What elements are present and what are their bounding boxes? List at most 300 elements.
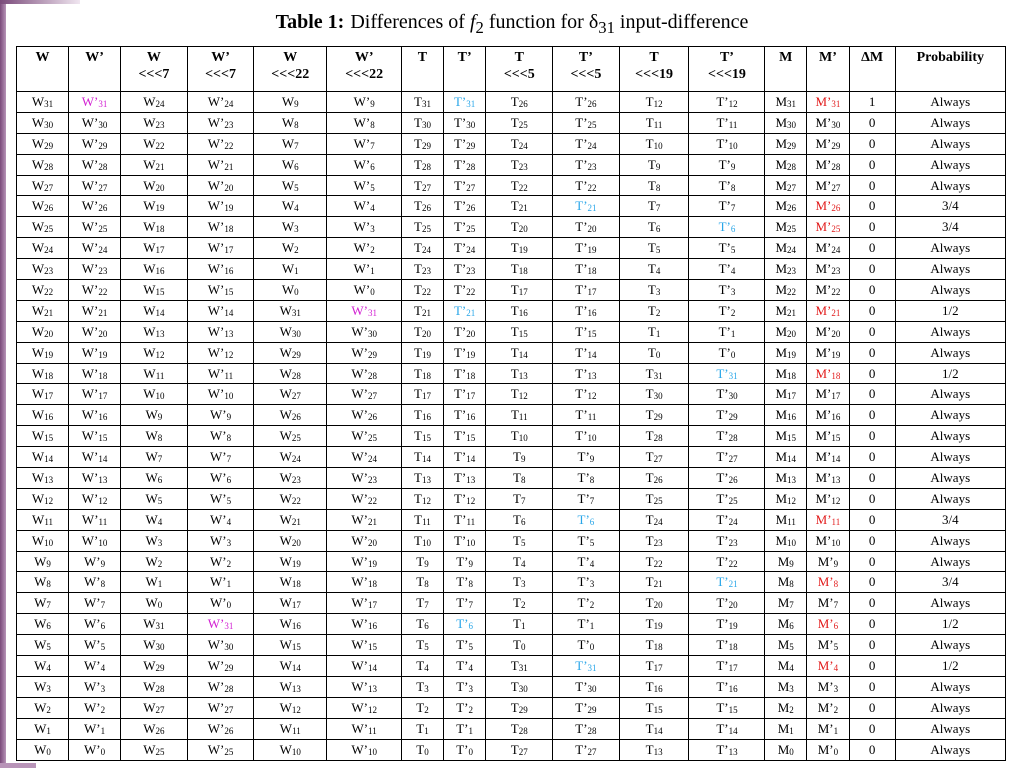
table-cell: $T_0$	[619, 342, 689, 363]
table-cell: $W_4$	[254, 196, 327, 217]
table-cell: $T_{12}$	[486, 384, 553, 405]
table-cell: $T_1$	[486, 614, 553, 635]
table-cell: $T_{16}$	[402, 405, 444, 426]
column-header	[187, 47, 254, 92]
table-cell: $W’_{15}$	[69, 426, 121, 447]
table-cell: $T’_{30}$	[553, 676, 620, 697]
table-cell: $M’_{30}$	[807, 112, 850, 133]
table-cell: $W’_{16}$	[69, 405, 121, 426]
probability-cell: Always	[895, 154, 1005, 175]
table-cell: $W_0$	[254, 280, 327, 301]
table-cell: $T_{18}$	[402, 363, 444, 384]
table-cell: $W_{12}$	[254, 697, 327, 718]
table-cell: $T’_7$	[443, 593, 486, 614]
table-cell: $W_{24}$	[254, 447, 327, 468]
probability-cell: 1/2	[895, 363, 1005, 384]
table-cell: $W’_{19}$	[69, 342, 121, 363]
table-cell: $W_{15}$	[121, 280, 188, 301]
table-cell: $W_{19}$	[121, 196, 188, 217]
table-cell: $T_{31}$	[402, 92, 444, 113]
table-cell: $T’_{13}$	[553, 363, 620, 384]
table-cell: $W_{30}$	[17, 112, 69, 133]
table-cell: $W’_6$	[69, 614, 121, 635]
table-cell: $T_{13}$	[486, 363, 553, 384]
table-row	[17, 718, 1006, 739]
probability-cell: 1/2	[895, 656, 1005, 677]
column-header-rotation: <<<19	[707, 67, 746, 82]
table-cell: $T_{21}$	[486, 196, 553, 217]
table-row	[17, 342, 1006, 363]
table-cell: $W’_{15}$	[187, 280, 254, 301]
delta-m-cell: 0	[849, 697, 895, 718]
table-cell: $T’_{24}$	[553, 133, 620, 154]
table-row	[17, 614, 1006, 635]
column-header-rotation: <<<7	[138, 67, 170, 82]
probability-cell: Always	[895, 426, 1005, 447]
table-cell: $T’_{15}$	[443, 426, 486, 447]
probability-cell: Always	[895, 175, 1005, 196]
probability-cell: Always	[895, 635, 1005, 656]
table-cell: $T’_{31}$	[443, 92, 486, 113]
table-cell: $W’_{29}$	[187, 656, 254, 677]
table-cell: $W_7$	[17, 593, 69, 614]
table-cell: $T_{28}$	[486, 718, 553, 739]
table-cell: $W_7$	[121, 447, 188, 468]
table-cell: $W’_3$	[69, 676, 121, 697]
table-cell: $W_{21}$	[17, 300, 69, 321]
probability-cell: Always	[895, 697, 1005, 718]
table-cell: $T_{13}$	[619, 739, 689, 760]
table-cell: $T’_6$	[443, 614, 486, 635]
table-cell: $T_{24}$	[619, 509, 689, 530]
column-header-label: W’	[211, 50, 230, 65]
table-cell: $M_{28}$	[765, 154, 807, 175]
table-cell: $T’_1$	[443, 718, 486, 739]
table-cell: $W’_{13}$	[327, 676, 402, 697]
caption-delta-sub: 31	[598, 18, 615, 37]
table-row	[17, 217, 1006, 238]
probability-cell: Always	[895, 384, 1005, 405]
table-cell: $W_{14}$	[17, 447, 69, 468]
column-header-label: ΔM	[861, 50, 884, 65]
table-cell: $T’_{17}$	[553, 280, 620, 301]
column-header-label: T’	[457, 50, 472, 65]
table-cell: $T_{14}$	[402, 447, 444, 468]
table-cell: $T_{31}$	[486, 656, 553, 677]
table-cell: $W’_{16}$	[327, 614, 402, 635]
table-cell: $W’_{19}$	[327, 551, 402, 572]
table-cell: $T’_{28}$	[443, 154, 486, 175]
column-header-label: W	[35, 50, 50, 65]
column-header-rotation: <<<5	[570, 67, 602, 82]
table-cell: $T’_3$	[689, 280, 765, 301]
probability-cell: Always	[895, 342, 1005, 363]
table-cell: $W’_5$	[187, 488, 254, 509]
table-cell: $W’_5$	[327, 175, 402, 196]
table-row	[17, 280, 1006, 301]
table-cell: $W_{19}$	[17, 342, 69, 363]
table-cell: $T_2$	[486, 593, 553, 614]
caption-text-mid: function for	[483, 11, 589, 33]
table-cell: $W’_{18}$	[327, 572, 402, 593]
table-cell: $T’_{17}$	[443, 384, 486, 405]
table-cell: $T_{17}$	[619, 656, 689, 677]
table-cell: $W’_{17}$	[187, 238, 254, 259]
column-header	[443, 47, 486, 92]
table-cell: $M_{19}$	[765, 342, 807, 363]
table-cell: $M_1$	[765, 718, 807, 739]
table-cell: $W’_{20}$	[69, 321, 121, 342]
table-cell: $M’_0$	[807, 739, 850, 760]
probability-cell: Always	[895, 238, 1005, 259]
table-caption	[0, 9, 1024, 41]
table-cell: $T’_{18}$	[443, 363, 486, 384]
table-cell: $T’_{23}$	[553, 154, 620, 175]
probability-cell: Always	[895, 259, 1005, 280]
column-header-label: T’	[719, 50, 734, 65]
table-cell: $T_0$	[486, 635, 553, 656]
table-cell: $T_{17}$	[486, 280, 553, 301]
table-cell: $T’_{20}$	[689, 593, 765, 614]
table-cell: $T’_{29}$	[553, 697, 620, 718]
probability-cell: Always	[895, 92, 1005, 113]
table-cell: $W’_{14}$	[187, 300, 254, 321]
table-cell: $M_4$	[765, 656, 807, 677]
table-cell: $W’_{24}$	[187, 92, 254, 113]
table-cell: $W_{20}$	[254, 530, 327, 551]
table-cell: $T’_{23}$	[689, 530, 765, 551]
table-cell: $W’_{28}$	[327, 363, 402, 384]
table-cell: $T’_{10}$	[443, 530, 486, 551]
column-header-rotation: <<<7	[205, 67, 236, 82]
table-cell: $T’_4$	[689, 259, 765, 280]
probability-cell: 3/4	[895, 572, 1005, 593]
differences-table-container	[16, 46, 1006, 761]
probability-cell: Always	[895, 676, 1005, 697]
table-cell: $T’_5$	[689, 238, 765, 259]
table-row	[17, 112, 1006, 133]
table-cell: $T_{29}$	[486, 697, 553, 718]
table-cell: $W_2$	[121, 551, 188, 572]
table-cell: $T’_{29}$	[443, 133, 486, 154]
column-header-rotation: <<<22	[271, 67, 310, 82]
table-cell: $M_8$	[765, 572, 807, 593]
table-row	[17, 530, 1006, 551]
table-cell: $T’_2$	[443, 697, 486, 718]
table-cell: $W_{29}$	[254, 342, 327, 363]
column-header	[17, 47, 69, 92]
delta-m-cell: 0	[849, 593, 895, 614]
table-cell: $M_{14}$	[765, 447, 807, 468]
column-header-rotation: <<<22	[345, 67, 384, 82]
table-cell: $T’_{14}$	[443, 447, 486, 468]
table-cell: $W_3$	[254, 217, 327, 238]
table-cell: $T’_{27}$	[553, 739, 620, 760]
table-cell: $W_{13}$	[121, 321, 188, 342]
table-cell: $M_{23}$	[765, 259, 807, 280]
probability-cell: 1/2	[895, 614, 1005, 635]
table-cell: $T_{14}$	[486, 342, 553, 363]
table-row	[17, 259, 1006, 280]
table-cell: $W_{26}$	[254, 405, 327, 426]
table-cell: $W’_{20}$	[187, 175, 254, 196]
table-cell: $W_5$	[121, 488, 188, 509]
table-cell: $T_{21}$	[402, 300, 444, 321]
table-cell: $T_3$	[619, 280, 689, 301]
table-cell: $W_0$	[17, 739, 69, 760]
table-cell: $W’_{25}$	[187, 739, 254, 760]
table-cell: $W’_{12}$	[69, 488, 121, 509]
table-row	[17, 426, 1006, 447]
table-cell: $T_6$	[619, 217, 689, 238]
probability-cell: Always	[895, 530, 1005, 551]
column-header	[486, 47, 553, 92]
table-row	[17, 196, 1006, 217]
table-cell: $W_{11}$	[121, 363, 188, 384]
table-cell: $T_{17}$	[402, 384, 444, 405]
table-cell: $T’_1$	[553, 614, 620, 635]
table-cell: $W_6$	[254, 154, 327, 175]
table-cell: $T_{10}$	[486, 426, 553, 447]
caption-func-sub: 2	[475, 18, 484, 37]
table-cell: $T_{29}$	[619, 405, 689, 426]
delta-m-cell: 0	[849, 739, 895, 760]
table-cell: $W’_{17}$	[327, 593, 402, 614]
column-header	[895, 47, 1005, 92]
table-cell: $M_6$	[765, 614, 807, 635]
table-cell: $T’_{28}$	[553, 718, 620, 739]
table-cell: $T’_7$	[553, 488, 620, 509]
column-header-label: W’	[85, 50, 104, 65]
table-cell: $T_{27}$	[619, 447, 689, 468]
table-cell: $T’_{10}$	[689, 133, 765, 154]
table-row	[17, 488, 1006, 509]
table-cell: $W_{15}$	[17, 426, 69, 447]
table-cell: $W’_{23}$	[69, 259, 121, 280]
table-cell: $T’_{20}$	[443, 321, 486, 342]
column-header-label: Probability	[916, 50, 984, 65]
table-cell: $T_{11}$	[402, 509, 444, 530]
table-cell: $T’_3$	[553, 572, 620, 593]
table-cell: $M_{17}$	[765, 384, 807, 405]
table-cell: $M_{11}$	[765, 509, 807, 530]
table-cell: $T_{26}$	[486, 92, 553, 113]
table-cell: $W’_{30}$	[327, 321, 402, 342]
table-cell: $W’_1$	[327, 259, 402, 280]
table-cell: $W_{31}$	[17, 92, 69, 113]
table-cell: $W_5$	[254, 175, 327, 196]
table-cell: $W_{18}$	[121, 217, 188, 238]
table-cell: $T’_{19}$	[689, 614, 765, 635]
table-row	[17, 509, 1006, 530]
column-header-label: W	[283, 50, 298, 65]
table-cell: $M_2$	[765, 697, 807, 718]
table-cell: $T’_5$	[553, 530, 620, 551]
table-cell: $W’_{30}$	[69, 112, 121, 133]
table-cell: $T_{30}$	[402, 112, 444, 133]
table-cell: $T_{25}$	[402, 217, 444, 238]
table-cell: $W_{18}$	[254, 572, 327, 593]
table-cell: $W’_{13}$	[69, 468, 121, 489]
column-header-label: T	[417, 50, 428, 65]
table-cell: $T’_{31}$	[553, 656, 620, 677]
column-header	[553, 47, 620, 92]
table-cell: $W’_{21}$	[327, 509, 402, 530]
table-cell: $W’_{25}$	[69, 217, 121, 238]
table-cell: $M’_{28}$	[807, 154, 850, 175]
table-cell: $M_{15}$	[765, 426, 807, 447]
table-cell: $T’_{17}$	[689, 656, 765, 677]
table-cell: $T_3$	[486, 572, 553, 593]
table-cell: $M’_{25}$	[807, 217, 850, 238]
table-cell: $T_{28}$	[619, 426, 689, 447]
delta-m-cell: 0	[849, 384, 895, 405]
table-cell: $T_7$	[486, 488, 553, 509]
table-cell: $W_9$	[254, 92, 327, 113]
table-cell: $W_{24}$	[17, 238, 69, 259]
table-cell: $T’_{11}$	[689, 112, 765, 133]
table-cell: $T_7$	[619, 196, 689, 217]
table-cell: $T’_9$	[553, 447, 620, 468]
table-cell: $W’_2$	[187, 551, 254, 572]
table-cell: $M_{31}$	[765, 92, 807, 113]
table-cell: $W’_{20}$	[327, 530, 402, 551]
table-cell: $W_{25}$	[254, 426, 327, 447]
table-cell: $M_{12}$	[765, 488, 807, 509]
table-cell: $T’_{14}$	[553, 342, 620, 363]
table-cell: $T’_{16}$	[689, 676, 765, 697]
table-cell: $W_{25}$	[17, 217, 69, 238]
probability-cell: Always	[895, 488, 1005, 509]
table-cell: $M’_{23}$	[807, 259, 850, 280]
table-cell: $T’_{15}$	[553, 321, 620, 342]
table-cell: $W_{29}$	[121, 656, 188, 677]
table-cell: $W_{17}$	[17, 384, 69, 405]
table-cell: $M’_{20}$	[807, 321, 850, 342]
table-cell: $W’_{29}$	[327, 342, 402, 363]
table-cell: $W_{31}$	[121, 614, 188, 635]
table-cell: $M’_{18}$	[807, 363, 850, 384]
table-cell: $T’_{19}$	[443, 342, 486, 363]
probability-cell: 3/4	[895, 196, 1005, 217]
table-cell: $T_{22}$	[486, 175, 553, 196]
table-cell: $W_9$	[17, 551, 69, 572]
table-cell: $T’_2$	[553, 593, 620, 614]
table-cell: $T_{25}$	[486, 112, 553, 133]
table-cell: $W_{31}$	[254, 300, 327, 321]
table-cell: $T’_0$	[443, 739, 486, 760]
table-cell: $T’_{30}$	[443, 112, 486, 133]
table-cell: $M_{16}$	[765, 405, 807, 426]
caption-delta: δ	[588, 11, 599, 33]
table-cell: $T_1$	[619, 321, 689, 342]
table-cell: $M’_{22}$	[807, 280, 850, 301]
table-cell: $W’_2$	[327, 238, 402, 259]
table-cell: $W_{23}$	[254, 468, 327, 489]
table-cell: $T’_8$	[553, 468, 620, 489]
delta-m-cell: 0	[849, 196, 895, 217]
probability-cell: 3/4	[895, 509, 1005, 530]
table-row	[17, 739, 1006, 760]
table-cell: $T_{15}$	[402, 426, 444, 447]
table-cell: $W_{20}$	[17, 321, 69, 342]
table-cell: $W_{22}$	[17, 280, 69, 301]
table-cell: $W’_8$	[327, 112, 402, 133]
table-cell: $T_{24}$	[402, 238, 444, 259]
table-cell: $M’_{17}$	[807, 384, 850, 405]
probability-cell: Always	[895, 739, 1005, 760]
table-cell: $M’_{27}$	[807, 175, 850, 196]
column-header	[254, 47, 327, 92]
table-row	[17, 635, 1006, 656]
table-cell: $W_3$	[17, 676, 69, 697]
table-cell: $T’_{12}$	[689, 92, 765, 113]
table-row	[17, 238, 1006, 259]
table-cell: $T’_{22}$	[553, 175, 620, 196]
table-cell: $W_{30}$	[121, 635, 188, 656]
column-header-label: T	[649, 50, 659, 65]
column-header	[121, 47, 188, 92]
table-cell: $T_{19}$	[486, 238, 553, 259]
column-header	[69, 47, 121, 92]
table-cell: $T’_{28}$	[689, 426, 765, 447]
table-cell: $M_5$	[765, 635, 807, 656]
table-cell: $W’_0$	[69, 739, 121, 760]
table-cell: $W’_{22}$	[187, 133, 254, 154]
table-cell: $M’_{11}$	[807, 509, 850, 530]
table-cell: $T_{18}$	[486, 259, 553, 280]
table-cell: $W_1$	[17, 718, 69, 739]
table-cell: $W_{21}$	[121, 154, 188, 175]
table-cell: $T’_{26}$	[443, 196, 486, 217]
table-cell: $W’_{30}$	[187, 635, 254, 656]
table-cell: $W’_3$	[327, 217, 402, 238]
table-cell: $W’_7$	[327, 133, 402, 154]
table-cell: $W_2$	[254, 238, 327, 259]
table-cell: $T’_6$	[689, 217, 765, 238]
probability-cell: Always	[895, 447, 1005, 468]
column-header-label: T’	[578, 50, 593, 65]
table-cell: $T_2$	[619, 300, 689, 321]
table-cell: $W_{10}$	[121, 384, 188, 405]
delta-m-cell: 0	[849, 321, 895, 342]
table-cell: $T_{30}$	[486, 676, 553, 697]
table-cell: $W’_6$	[327, 154, 402, 175]
probability-cell: Always	[895, 112, 1005, 133]
table-cell: $W’_0$	[187, 593, 254, 614]
table-cell: $M’_6$	[807, 614, 850, 635]
table-cell: $T’_{25}$	[553, 112, 620, 133]
table-cell: $T_{12}$	[619, 92, 689, 113]
table-cell: $M’_3$	[807, 676, 850, 697]
table-cell: $T_4$	[619, 259, 689, 280]
table-cell: $T_{15}$	[619, 697, 689, 718]
table-cell: $T_{19}$	[619, 614, 689, 635]
probability-cell: Always	[895, 321, 1005, 342]
table-cell: $W’_1$	[69, 718, 121, 739]
table-row	[17, 656, 1006, 677]
column-header-label: M	[779, 50, 793, 65]
table-cell: $M’_{12}$	[807, 488, 850, 509]
table-cell: $T’_{20}$	[553, 217, 620, 238]
differences-table	[16, 46, 1006, 761]
table-cell: $W’_{11}$	[327, 718, 402, 739]
table-cell: $W’_{31}$	[187, 614, 254, 635]
table-cell: $W_6$	[17, 614, 69, 635]
table-cell: $T_0$	[402, 739, 444, 760]
table-cell: $T’_{27}$	[689, 447, 765, 468]
delta-m-cell: 0	[849, 509, 895, 530]
